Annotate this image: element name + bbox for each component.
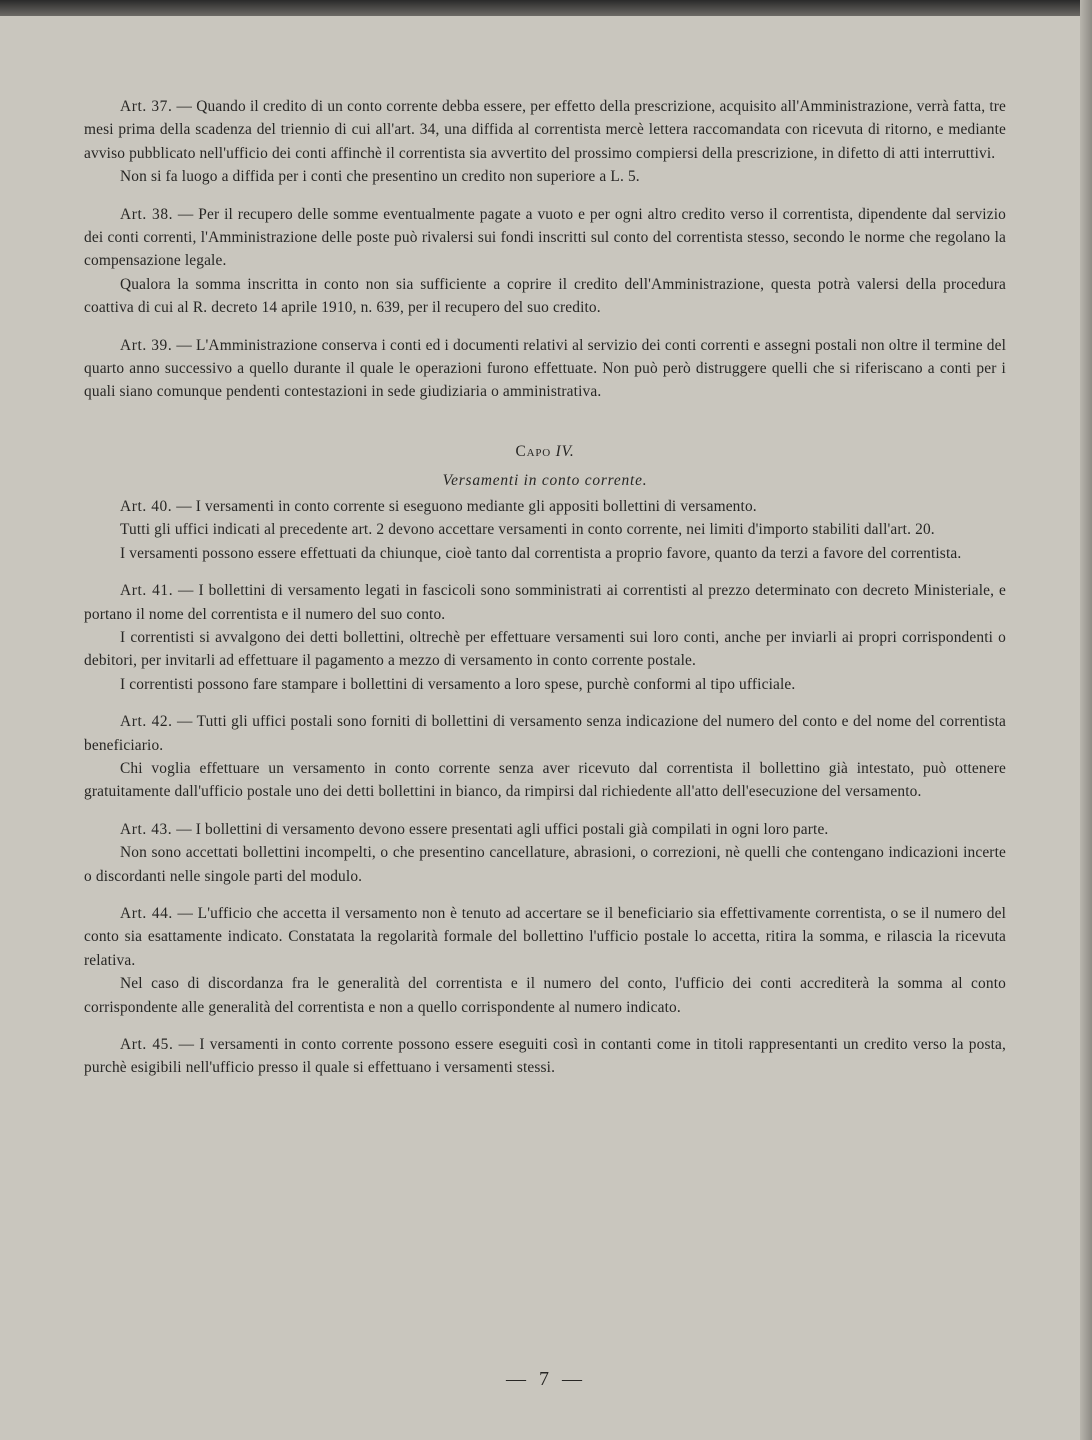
- articles-section-top: [84, 95, 1006, 404]
- scan-top-edge: [0, 0, 1092, 16]
- article-block: [84, 203, 1006, 320]
- article-number: Art. 37.: [120, 98, 173, 115]
- article-block: [84, 818, 1006, 888]
- article-text: Qualora la somma inscritta in conto non sia sufficiente a coprire il credito dell'Amministrazione, questa potrà valersi della procedura coattiva di cui al R. decreto 14 aprile 1910, n. 639, per il recupero del suo credito.: [84, 275, 1006, 317]
- article-text: I correntisti si avvalgono dei detti bollettini, oltrechè per effettuare versamenti sui loro conti, anche per inviarli ai propri corrispondenti o debitori, per invitarli ad effettuare il pagamento a mezzo di versamento in conto corrente postale.: [84, 628, 1006, 670]
- article-paragraph: [84, 579, 1006, 626]
- articles-section-bottom: [84, 495, 1006, 1080]
- article-paragraph: [84, 95, 1006, 165]
- article-paragraph: [84, 203, 1006, 273]
- article-text: I correntisti possono fare stampare i bollettini di versamento a loro spese, purchè conformi al tipo ufficiale.: [120, 675, 796, 693]
- article-text: — L'Amministrazione conserva i conti ed i documenti relativi al servizio dei conti correnti e assegni postali non oltre il termine del quarto anno successivo a quello durante il quale le operazioni furono effettuate. Non può però distruggere quelli che si riferiscano a conti per i quali siano comunque pendenti contestazioni in sede giudiziaria o amministrativa.: [84, 336, 1006, 401]
- article-text: — I bollettini di versamento legati in fascicoli sono somministrati ai correntisti al prezzo determinato con decreto Ministeriale, e portano il nome del correntista e il numero del suo conto.: [84, 582, 1007, 623]
- article-paragraph: [84, 273, 1006, 320]
- article-paragraph: [84, 673, 1006, 696]
- article-number: Art. 40.: [120, 497, 173, 515]
- article-text: — I bollettini di versamento devono essere presentati agli uffici postali già compilati in ogni loro parte.: [172, 820, 829, 838]
- chapter-heading: [84, 440, 1006, 463]
- article-paragraph: [84, 972, 1006, 1019]
- article-number: Art. 41.: [120, 582, 174, 600]
- scan-right-edge: [1080, 0, 1092, 1440]
- article-paragraph: [84, 495, 1006, 518]
- article-paragraph: [84, 626, 1006, 673]
- article-number: Art. 43.: [120, 820, 173, 838]
- article-text: — Per il recupero delle somme eventualmente pagate a vuoto e per ogni altro credito verso il correntista, dipendente dal servizio dei conti correnti, l'Amministrazione delle poste può rivalersi sui fondi inscritti sul conto del correntista stesso, secondo le norme che regolano la compensazione legale.: [84, 205, 1006, 270]
- article-text: — I versamenti in conto corrente possono essere eseguiti così in contanti come in titoli rappresentanti un credito verso la posta, purchè esigibili nell'ufficio presso il quale si effettuano i versamenti stessi.: [84, 1036, 1006, 1077]
- article-text: I versamenti possono essere effettuati da chiunque, cioè tanto dal correntista a proprio favore, quanto da terzi a favore del correntista.: [120, 544, 962, 562]
- article-number: Art. 38.: [120, 205, 174, 223]
- article-block: [84, 902, 1006, 1019]
- article-paragraph: [84, 757, 1006, 804]
- article-block: [84, 579, 1006, 696]
- article-text: Non sono accettati bollettini incompelti, o che presentino cancellature, abrasioni, o correzioni, nè quelli che contengano indicazioni incerte o discordanti nelle singole parti del modulo.: [84, 844, 1006, 885]
- article-paragraph: [84, 841, 1006, 888]
- article-paragraph: [84, 710, 1006, 757]
- article-paragraph: [84, 902, 1006, 972]
- article-block: [84, 1033, 1006, 1080]
- article-number: Art. 45.: [120, 1036, 174, 1053]
- article-paragraph: [84, 165, 1006, 188]
- article-block: [84, 495, 1006, 565]
- article-number: Art. 39.: [120, 336, 173, 354]
- chapter-number: IV.: [555, 442, 575, 460]
- article-number: Art. 42.: [120, 713, 173, 731]
- article-paragraph: [84, 518, 1006, 541]
- article-block: [84, 710, 1006, 804]
- article-block: [84, 95, 1006, 189]
- article-text: Tutti gli uffici indicati al precedente art. 2 devono accettare versamenti in conto corrente, nei limiti d'importo stabiliti dall'art. 20.: [120, 521, 935, 539]
- chapter-title: Versamenti in conto corrente.: [442, 471, 648, 489]
- article-block: [84, 334, 1006, 404]
- article-number: Art. 44.: [120, 904, 173, 922]
- article-text: — Quando il credito di un conto corrente debba essere, per effetto della prescrizione, acquisito all'Amministrazione, verrà fatta, tre mesi prima della scadenza del triennio di cui all'art. 34, una diffida al correntista mercè lettera raccomandata con ricevuta di ritorno, e mediante avviso pubblicato nell'ufficio dei conti affinchè il correntista sia avvertito del prossimo compiersi della prescrizione, in difetto di atti interruttivi.: [84, 98, 1007, 162]
- article-text: Nel caso di discordanza fra le generalità del correntista e il numero del conto, l'ufficio dei conti accrediterà la somma al conto corrispondente alle generalità del correntista e non a quello corrispondente al numero indicato.: [84, 975, 1006, 1016]
- article-text: — Tutti gli uffici postali sono forniti di bollettini di versamento senza indicazione del numero del conto e del nome del correntista beneficiario.: [84, 713, 1007, 754]
- article-text: — L'ufficio che accetta il versamento non è tenuto ad accertare se il beneficiario sia effettivamente correntista, o se il numero del conto sia esattamente indicato. Constatata la regolarità formale del bollettino l'ufficio postale lo accetta, ritira la somma, e rilascia la ricevuta relativa.: [84, 904, 1007, 969]
- article-text: Chi voglia effettuare un versamento in conto corrente senza aver ricevuto dal correntista il bollettino già intestato, può ottenere gratuitamente dall'ufficio postale uno dei detti bollettini in bianco, da rimpirsi dal richiedente all'atto dell'esecuzione del versamento.: [84, 759, 1006, 801]
- article-paragraph: [84, 334, 1006, 404]
- page-number: — 7 —: [506, 1368, 586, 1390]
- article-text: Non si fa luogo a diffida per i conti che presentino un credito non superiore a L. 5.: [120, 168, 640, 186]
- article-text: — I versamenti in conto corrente si eseguono mediante gli appositi bollettini di versamento.: [172, 497, 757, 515]
- article-paragraph: [84, 542, 1006, 565]
- article-paragraph: [84, 818, 1006, 841]
- chapter-word: Capo: [515, 442, 552, 460]
- article-paragraph: [84, 1033, 1006, 1080]
